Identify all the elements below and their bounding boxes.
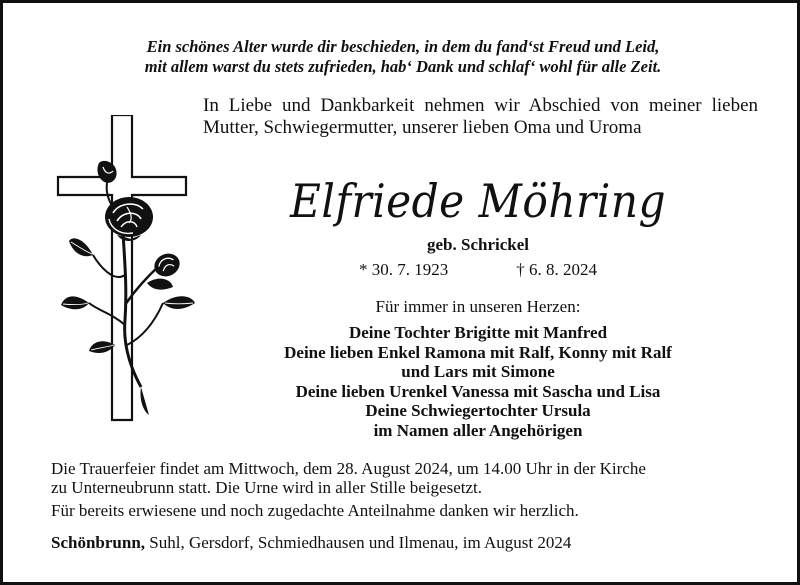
main-place: Schönbrunn, [51,533,146,552]
ceremony-line: Die Trauerfeier findet am Mittwoch, dem 28. August 2024, um 14.00 Uhr in der Kirche [51,459,646,478]
thanks-line: Für bereits erwiesene und noch zugedachte Anteilnahme danken wir herzlich. [51,501,579,520]
mourner-line: im Namen aller Angehörigen [373,420,583,440]
other-places: Suhl, Gersdorf, Schmiedhausen und Ilmenau, im August 2024 [145,533,572,552]
ceremony-line: zu Unterneubrunn statt. Die Urne wird in aller Stille beigesetzt. [51,478,483,497]
verse-line: Ein schönes Alter wurde dir beschieden, in dem du fand‘st Freud und Leid, [146,37,660,56]
birth-name: geb. Schrickel [427,235,529,254]
verse [3,37,800,77]
birth-date: * 30. 7. 1923 [359,260,449,279]
life-dates [243,260,713,280]
intro-line: Mutter, Schwiegermutter, unserer lieben Oma und Uroma [203,117,642,138]
heart-line: Für immer in unseren Herzen: [375,297,581,316]
death-date: † 6. 8. 2024 [516,260,597,279]
mourner-line: Deine lieben Enkel Ramona mit Ralf, Konny mit Ralf [284,342,672,362]
places-line [51,533,761,552]
deceased-name: Elfriede Möhring [289,174,667,228]
mourners-list [223,323,733,441]
intro-text [203,95,758,139]
ceremony-info [51,459,761,497]
verse-line: mit allem warst du stets zufrieden, hab‘ Dank und schlaf‘ wohl für alle Zeit. [144,57,662,76]
mourner-line: Deine Tochter Brigitte mit Manfred [348,323,608,342]
mourner-line: Deine lieben Urenkel Vanessa mit Sascha und Lisa [295,381,661,401]
mourner-line: Deine Schwiegertochter Ursula [365,401,591,421]
mourner-line: und Lars mit Simone [401,362,555,382]
intro-line: In Liebe und Dankbarkeit nehmen wir Abschied von meiner lieben [203,95,758,116]
cross-with-rose-icon [55,115,215,430]
